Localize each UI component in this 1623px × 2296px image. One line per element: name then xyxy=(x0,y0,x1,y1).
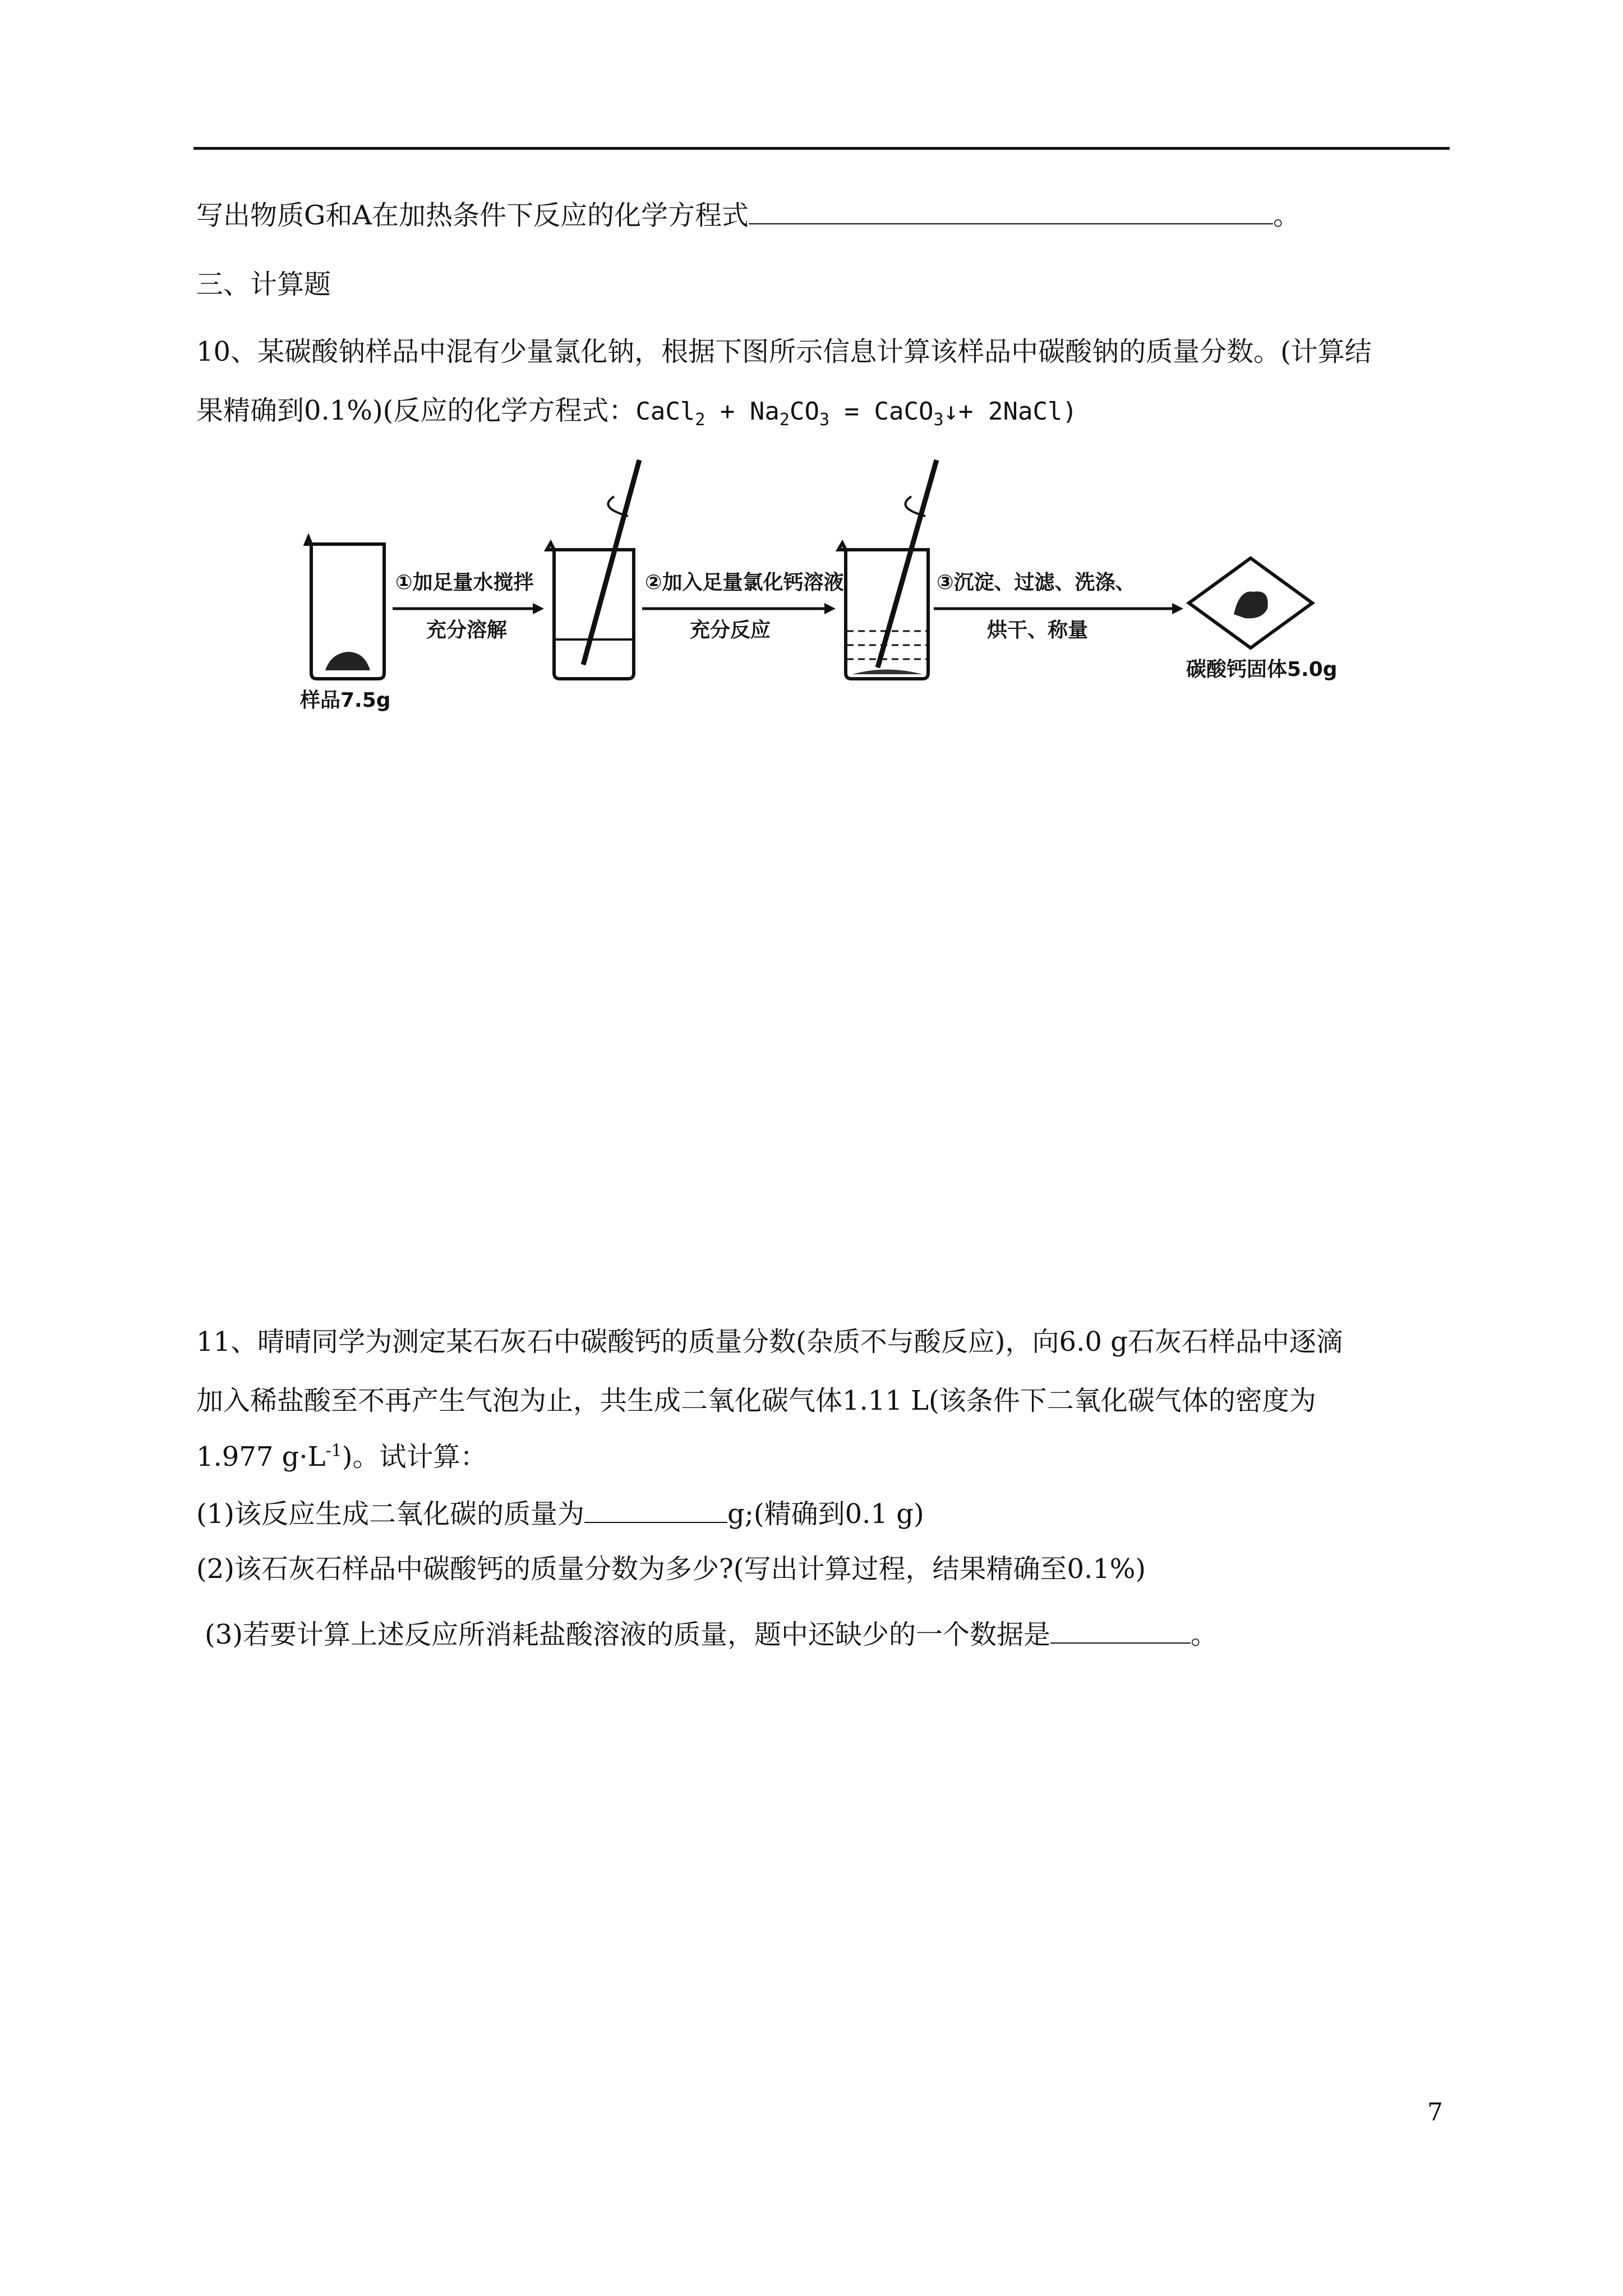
sample-label: 样品7.5g xyxy=(300,689,391,712)
q9-tail-line: 写出物质G和A在加热条件下反应的化学方程式 。 xyxy=(196,196,1300,233)
q9-tail-text: 写出物质G和A在加热条件下反应的化学方程式 xyxy=(196,200,749,231)
q10-equation: CaCl$_2$ + $Na_2CO_3$ = CaCO$_3$↓+ 2NaCl) xyxy=(635,397,1077,430)
section-heading-calculation: 三、计算题 xyxy=(196,269,331,300)
q11-line-1: 11、晴晴同学为测定某石灰石中碳酸钙的质量分数(杂质不与酸反应)，向6.0 g石灰石样品中逐滴 xyxy=(196,1326,1343,1358)
arrow-step-2 xyxy=(642,603,836,614)
arrow-step-1 xyxy=(393,603,544,614)
step1-top-label: ①加足量水搅拌 xyxy=(395,571,534,594)
step2-top-label: ②加入足量氯化钙溶液 xyxy=(645,571,844,594)
q10-line-1: 10、某碳酸钠样品中混有少量氯化钠，根据下图所示信息计算该样品中碳酸钠的质量分数。(计算结 xyxy=(196,336,1372,367)
q11-part-1: (1)该反应生成二氧化碳的质量为 g;(精确到0.1 g) xyxy=(196,1495,924,1532)
step3-bottom-label: 烘干、称量 xyxy=(987,619,1089,642)
q11-part3-blank[interactable] xyxy=(1050,1616,1191,1644)
filter-paper-product xyxy=(1189,558,1312,648)
q11-part1-blank[interactable] xyxy=(584,1495,727,1523)
step3-top-label: ③沉淀、过滤、洗涤、 xyxy=(937,571,1136,594)
q11-line-3: 1.977 $g\cdot L^{-1}$)。试计算： xyxy=(196,1441,487,1473)
product-label: 碳酸钙固体5.0g xyxy=(1186,658,1338,681)
header-rule xyxy=(193,147,1450,150)
beaker-sample xyxy=(306,537,384,679)
q11-line-2: 加入稀盐酸至不再产生气泡为止，共生成二氧化碳气体1.11 L(该条件下二氧化碳气体的密度为 xyxy=(196,1385,1316,1416)
step1-bottom-label: 充分溶解 xyxy=(426,619,508,642)
q11-part-3: (3)若要计算上述反应所消耗盐酸溶液的质量，题中还缺少的一个数据是 。 xyxy=(205,1616,1218,1653)
beaker-reacted xyxy=(838,543,928,679)
q9-answer-blank[interactable] xyxy=(749,196,1273,224)
beaker-dissolved xyxy=(547,543,634,679)
arrow-step-3 xyxy=(934,603,1183,614)
experiment-flow-diagram xyxy=(292,454,1357,746)
q11-part-2: (2)该石灰石样品中碳酸钙的质量分数为多少?(写出计算过程，结果精确至0.1%) xyxy=(196,1553,1146,1585)
page-number: 7 xyxy=(1427,2098,1443,2127)
step2-bottom-label: 充分反应 xyxy=(690,619,771,642)
q10-line-2: 果精确到0.1%)(反应的化学方程式：CaCl$_2$ + $Na_2CO_3$ = CaCO$_3$↓+ 2NaCl) xyxy=(196,395,1077,430)
stirring-rod-1 xyxy=(583,460,639,665)
